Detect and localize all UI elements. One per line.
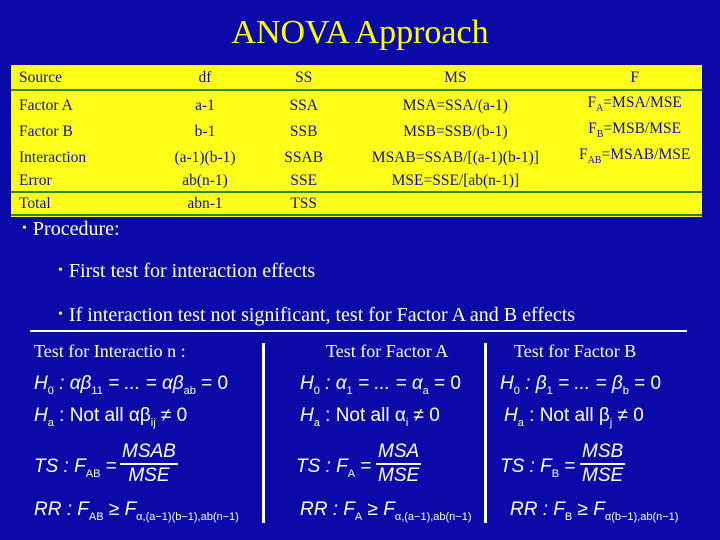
cell-ss: TSS [264, 192, 344, 215]
factor-a-ts: TS : $F_A$ = [296, 456, 372, 480]
heading-interaction-test: Test for Interactio n : [34, 341, 186, 361]
factor-a-h0: $H_0$ : $\alpha_1$ = ... = $\alpha_a = 0$ [300, 373, 462, 397]
bullet-dot-icon: • [58, 307, 63, 322]
cell-f: $F_A=MSA$/MSE [587, 93, 682, 114]
heading-factor-a-test: Test for Factor A [326, 341, 449, 361]
fraction-denominator: MSE [378, 465, 420, 486]
cell-f [567, 192, 702, 215]
fraction-numerator: MSA [378, 441, 420, 462]
column-divider [484, 343, 487, 523]
cell-source: Factor A [19, 96, 73, 114]
interaction-rr: RR : $F_{AB} \ge F_{\alpha,(a-1)(b-1),ab(n-1)}$ [34, 499, 239, 523]
factor-b-ha: $H_a$ : Not all $\beta_j \ne 0$ [504, 405, 644, 429]
interaction-ha: $H_a$ : Not all $\alpha\beta_{ij} \ne 0$ [34, 405, 188, 429]
slide-title: ANOVA Approach [231, 14, 489, 51]
factor-a-rr: RR : $F_A \ge F_{\alpha,(a-1),ab(n-1)}$ [300, 499, 472, 523]
cell-ms [344, 192, 568, 215]
cell-source: Total [11, 192, 146, 215]
cell-df: ab(n-1) [146, 171, 264, 193]
cell-df: abn-1 [146, 192, 264, 215]
cell-f [567, 171, 702, 193]
cell-source: Factor B [19, 122, 73, 140]
factor-b-ts-fraction [580, 441, 625, 487]
cell-source: Interaction [19, 148, 87, 166]
factor-b-h0: $H_0$ : $\beta_1$ = ... = $\beta_b = 0$ [500, 373, 662, 397]
heading-factor-b-test: Test for Factor B [514, 341, 637, 361]
anova-table [11, 68, 702, 216]
cell-df: a-1 [195, 96, 215, 114]
bullet-first-test: • First test for interaction effects [58, 260, 316, 282]
factor-a-ha: $H_a$ : Not all $\alpha_i \ne 0$ [300, 405, 440, 429]
table-row [11, 119, 702, 145]
fraction-numerator: MSB [582, 441, 624, 462]
bullet-dot-icon: • [58, 263, 63, 278]
fraction-denominator: MSE [120, 463, 178, 487]
cell-ms: MSE=SSE/[ab(n-1)] [344, 171, 568, 193]
header-source: Source [11, 68, 146, 90]
anova-table-box [11, 65, 702, 217]
table-row [11, 145, 702, 171]
factor-b-ts: TS : $F_B$ = [500, 456, 576, 480]
cell-ms: MSA=SSA/(a-1) [402, 96, 508, 114]
cell-source: Error [11, 171, 146, 193]
table-header-row [11, 68, 702, 90]
table-row [11, 171, 702, 193]
header-f: F [567, 68, 702, 90]
fraction-numerator: MSAB [122, 441, 176, 462]
cell-f: $F_{AB}=MSAB$/MSE [578, 145, 691, 166]
interaction-h0: $H_0$ : $\alpha\beta_{11}$ = ... = $\alpha\beta_{ab} = 0$ [34, 373, 229, 397]
cell-df: b-1 [194, 122, 216, 140]
cell-df: (a-1)(b-1) [174, 148, 236, 166]
cell-ss: SSB [289, 122, 318, 140]
cell-ms: MSAB=SSAB/[(a-1)(b-1)] [371, 148, 539, 166]
cell-ms: MSB=SSB/(b-1) [403, 122, 508, 140]
column-divider [262, 343, 265, 523]
cell-ss: SSA [289, 96, 318, 114]
header-ms: MS [344, 68, 568, 90]
interaction-ts: TS : $F_{AB}$ = [34, 456, 117, 480]
fraction-denominator: MSE [582, 465, 624, 486]
bullet-procedure: • Procedure: [22, 218, 120, 240]
table-row [11, 192, 702, 215]
bullet-dot-icon: • [22, 221, 27, 236]
cell-f: $F_B=MSB$/MSE [588, 119, 682, 140]
header-df: df [146, 68, 264, 90]
interaction-ts-fraction [120, 441, 178, 487]
bullet-second-test: • If interaction test not significant, test for Factor A and B effects [58, 304, 576, 326]
cell-ss: SSAB [284, 148, 324, 166]
header-ss: SS [264, 68, 344, 90]
table-row [11, 90, 702, 119]
factor-a-ts-fraction [376, 441, 421, 487]
divider-line [30, 330, 687, 332]
factor-b-rr: RR : $F_B \ge F_{\alpha(b-1),ab(n-1)}$ [510, 499, 679, 523]
cell-ss: SSE [264, 171, 344, 193]
